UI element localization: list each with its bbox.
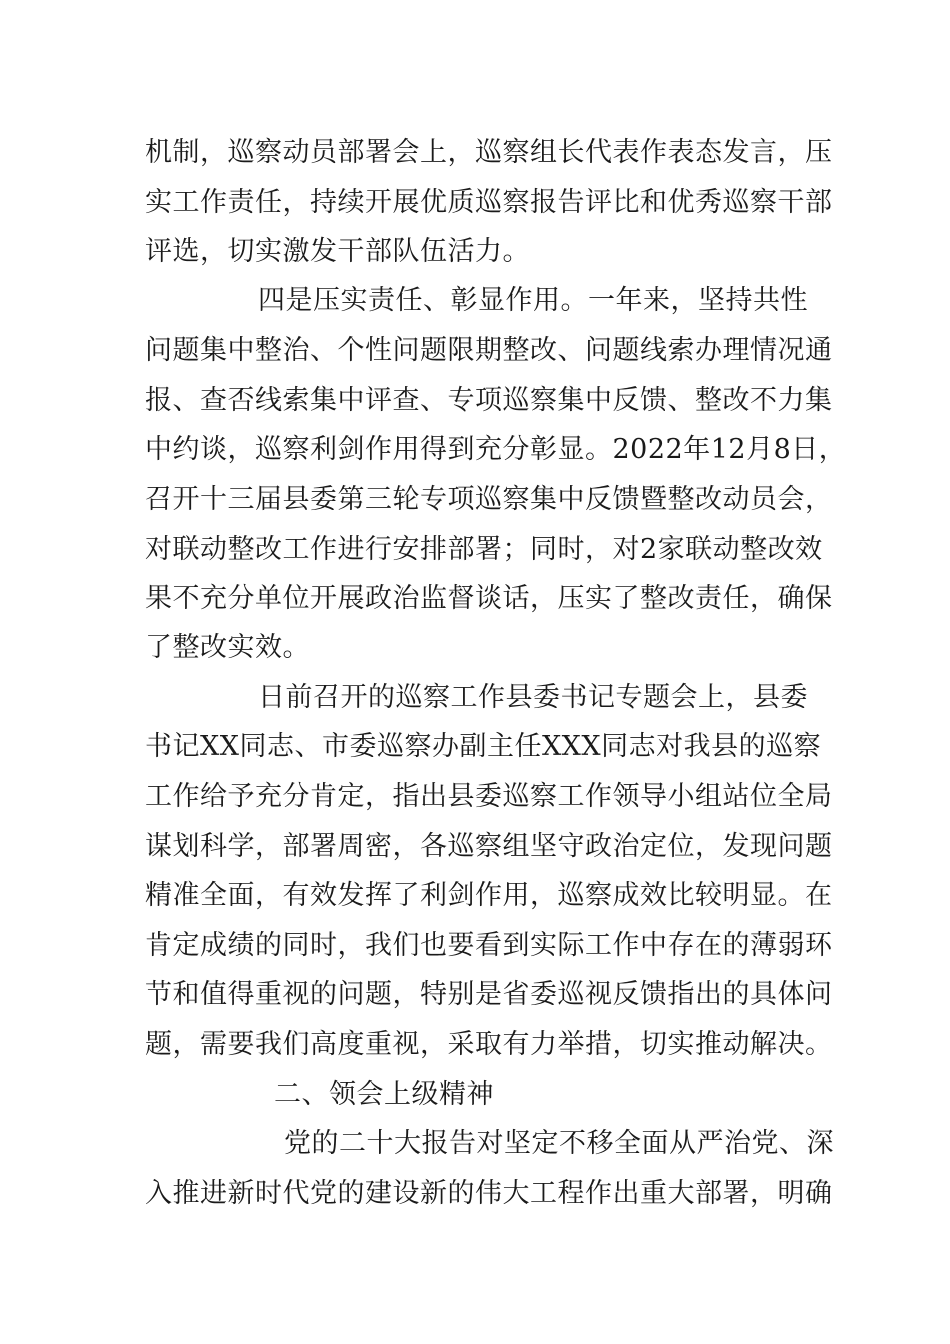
paragraph-line-15: 谋划科学，部署周密，各巡察组坚守政治定位，发现问题 — [145, 831, 833, 862]
paragraph-line-18: 节和值得重视的问题，特别是省委巡视反馈指出的具体问 — [145, 979, 833, 1010]
paragraph-line-14: 工作给予充分肯定，指出县委巡察工作领导小组站位全局 — [145, 781, 833, 812]
section-heading: 二、领会上级精神 — [274, 1079, 494, 1110]
paragraph-line-2: 实工作责任，持续开展优质巡察报告评比和优秀巡察干部 — [145, 187, 833, 218]
paragraph-line-1: 机制，巡察动员部署会上，巡察组长代表作表态发言，压 — [145, 137, 833, 168]
paragraph-line-7: 中约谈，巡察利剑作用得到充分彰显。2022年12月8日， — [145, 434, 847, 465]
paragraph-line-9: 对联动整改工作进行安排部署；同时，对2家联动整改效 — [145, 534, 823, 565]
paragraph-line-19: 题，需要我们高度重视，采取有力举措，切实推动解决。 — [145, 1029, 833, 1060]
paragraph-start-line-2: 党的二十大报告对坚定不移全面从严治党、深 — [284, 1128, 834, 1159]
paragraph-line-17: 肯定成绩的同时，我们也要看到实际工作中存在的薄弱环 — [145, 930, 833, 961]
paragraph-line-5: 问题集中整治、个性问题限期整改、问题线索办理情况通 — [145, 335, 833, 366]
paragraph-line-11: 了整改实效。 — [145, 632, 310, 663]
paragraph-line-3: 评选，切实激发干部队伍活力。 — [145, 236, 530, 267]
paragraph-line-13: 书记XX同志、市委巡察办副主任XXX同志对我县的巡察 — [145, 731, 822, 762]
paragraph-line-22: 入推进新时代党的建设新的伟大工程作出重大部署，明确 — [145, 1178, 833, 1209]
paragraph-line-16: 精准全面，有效发挥了利剑作用，巡察成效比较明显。在 — [145, 880, 833, 911]
paragraph-line-10: 果不充分单位开展政治监督谈话，压实了整改责任，确保 — [145, 583, 833, 614]
paragraph-start-line: 日前召开的巡察工作县委书记专题会上，县委 — [258, 682, 808, 713]
section-four-heading-line: 四是压实责任、彰显作用。一年来，坚持共性 — [258, 285, 808, 316]
paragraph-line-8: 召开十三届县委第三轮专项巡察集中反馈暨整改动员会， — [145, 484, 833, 515]
paragraph-line-6: 报、查否线索集中评查、专项巡察集中反馈、整改不力集 — [145, 385, 833, 416]
